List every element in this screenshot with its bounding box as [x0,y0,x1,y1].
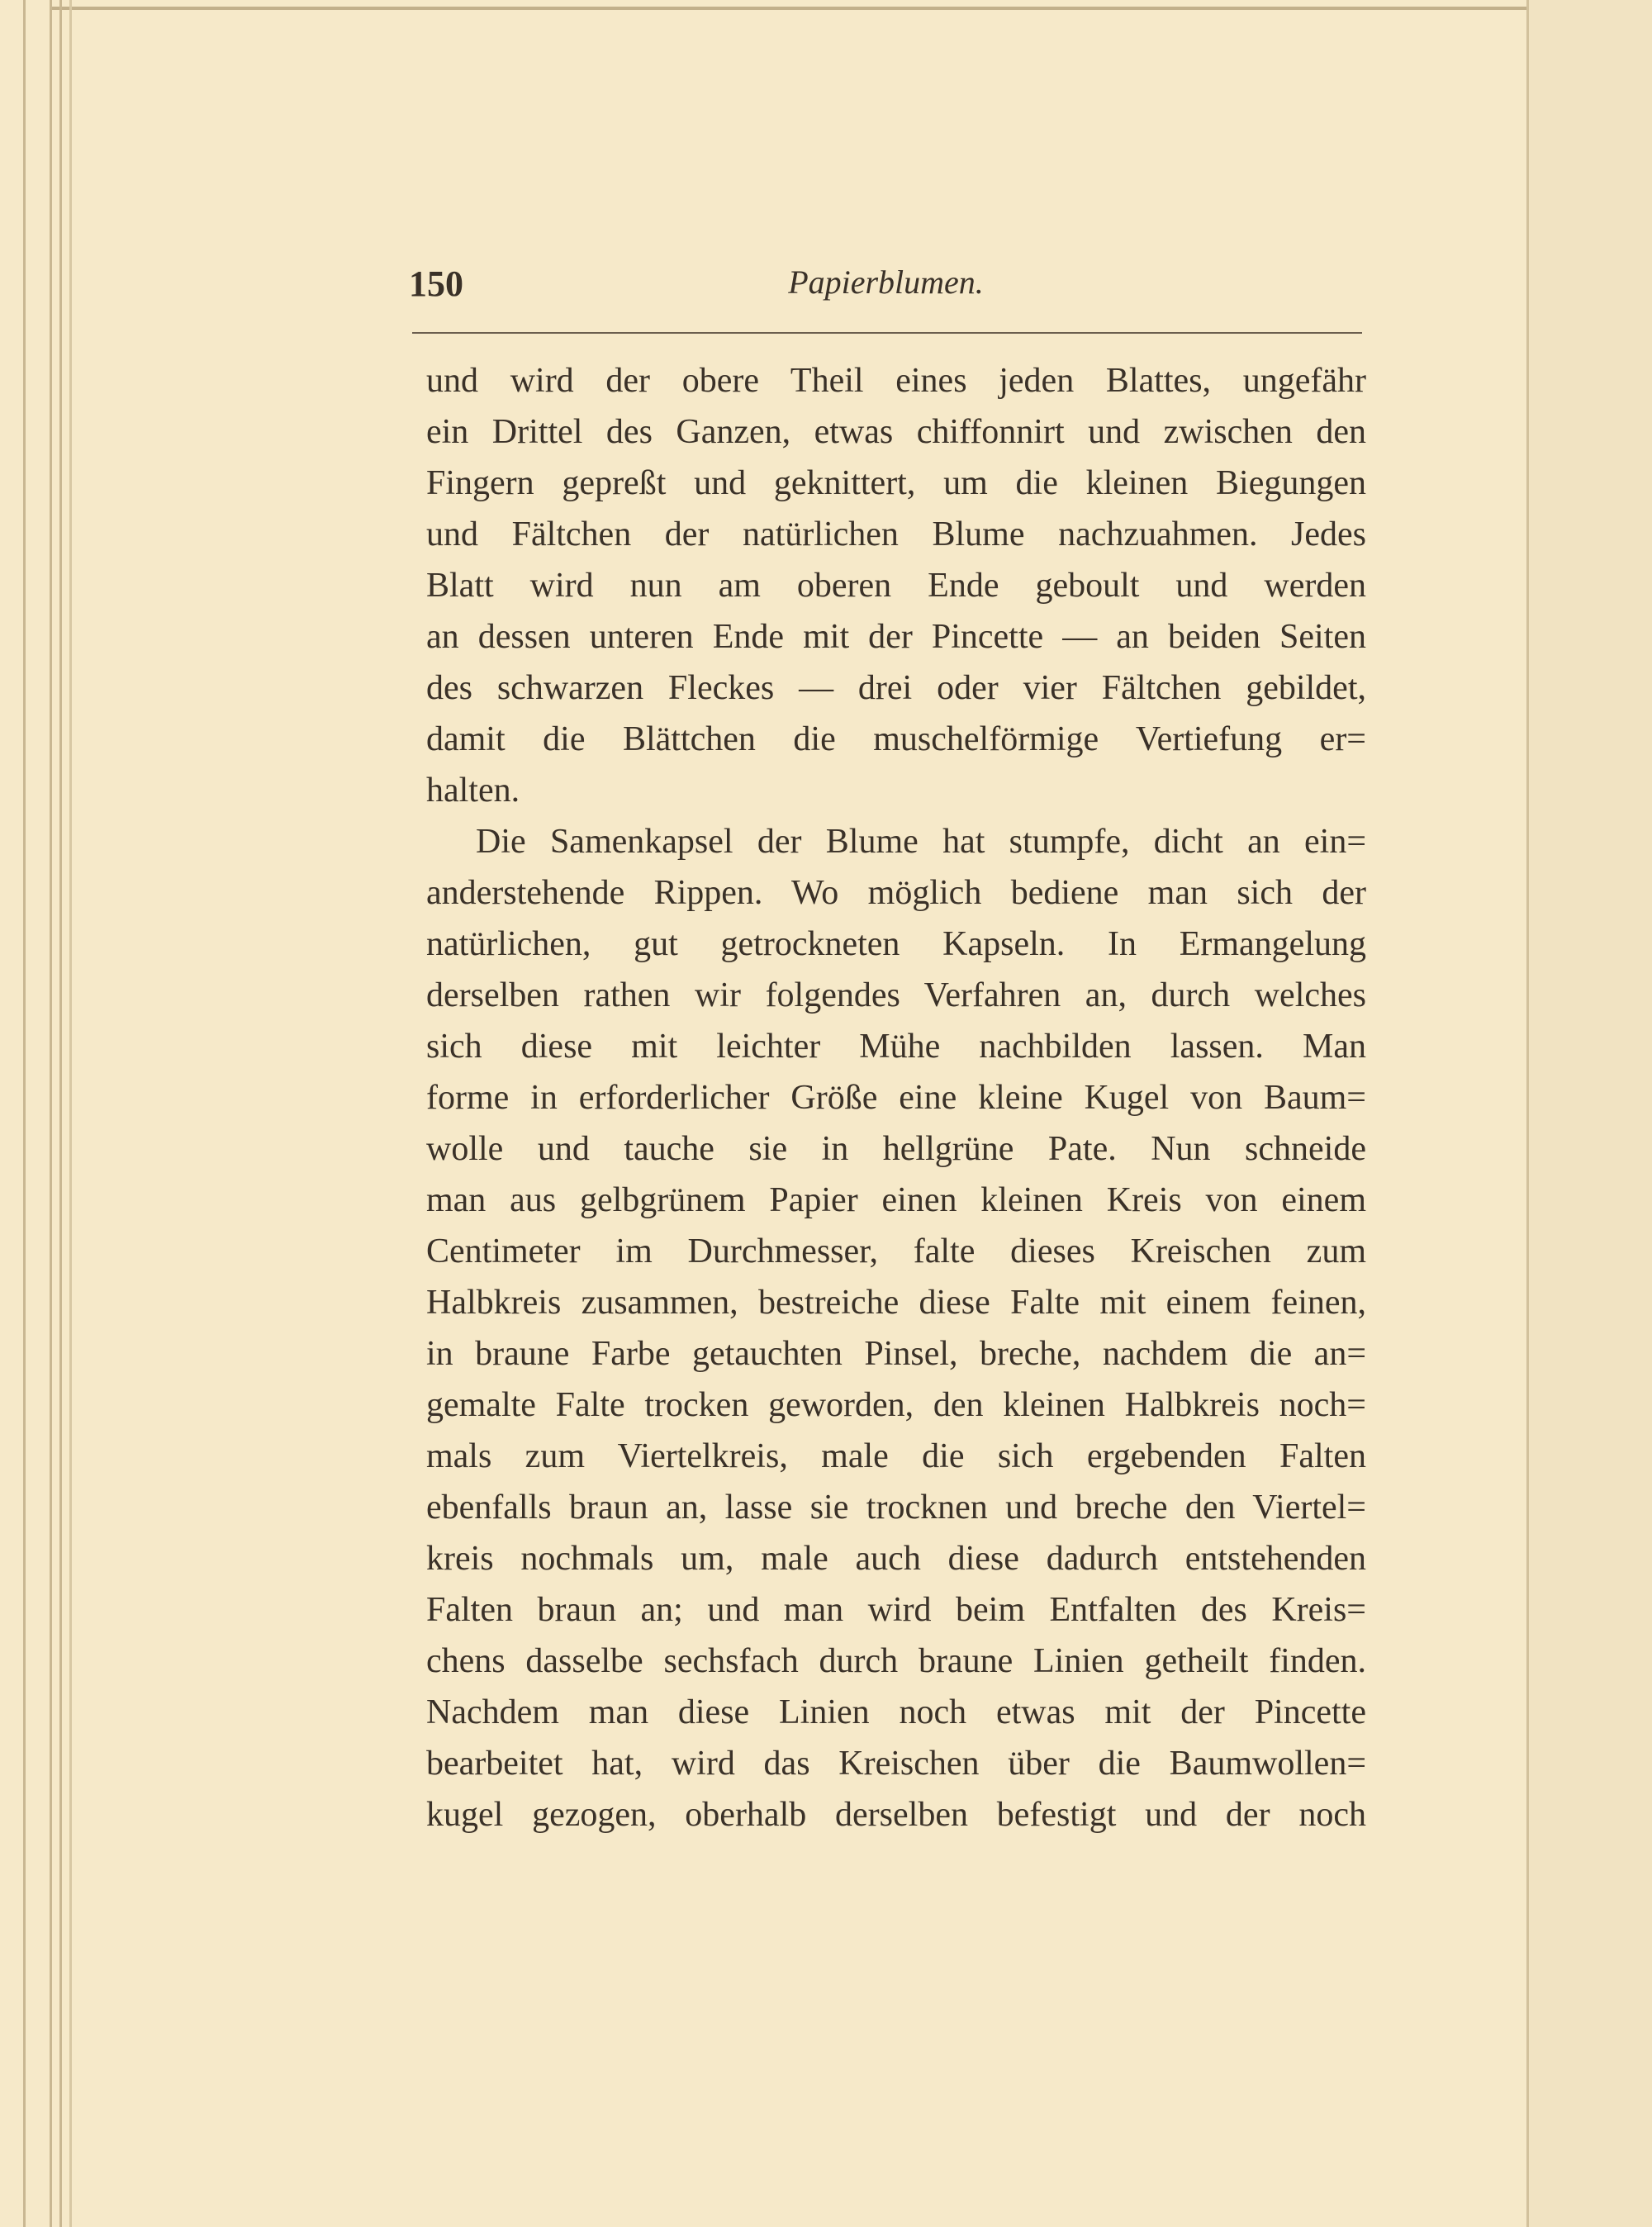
page-edge [59,0,62,2227]
text-line: und Fältchen der natürlichen Blume nachzuahmen. Jedes [426,515,1366,553]
text-line: Falten braun an; und man wird beim Entfalten des Kreis= [426,1591,1366,1629]
header-rule [412,332,1362,334]
text-line: Fingern gepreßt und geknittert, um die kleinen Biegungen [426,464,1366,502]
text-line: des schwarzen Fleckes — drei oder vier Fältchen gebildet, [426,669,1366,707]
page-edge [69,0,72,2227]
text-line: wolle und tauche sie in hellgrüne Pate. Nun schneide [426,1130,1366,1168]
text-line: Centimeter im Durchmesser, falte dieses Kreischen zum [426,1232,1366,1270]
page-number: 150 [409,264,463,304]
text-line: kugel gezogen, oberhalb derselben befestigt und der noch [426,1796,1366,1834]
page-edge [50,0,52,2227]
text-line: anderstehende Rippen. Wo möglich bediene man sich der [426,874,1366,912]
page-top-edge [50,7,1652,18]
text-line: chens dasselbe sechsfach durch braune Linien getheilt finden. [426,1642,1366,1680]
text-line: halten. [426,772,520,810]
text-line: gemalte Falte trocken geworden, den kleinen Halbkreis noch= [426,1386,1366,1424]
text-line: Die Samenkapsel der Blume hat stumpfe, dicht an ein= [476,823,1366,861]
text-line: forme in erforderlicher Größe eine kleine Kugel von Baum= [426,1079,1366,1117]
text-line: ebenfalls braun an, lasse sie trocknen und breche den Viertel= [426,1489,1366,1527]
body-text [426,355,1366,1840]
text-line: bearbeitet hat, wird das Kreischen über die Baumwollen= [426,1745,1366,1783]
text-line: ein Drittel des Ganzen, etwas chiffonnirt und zwischen den [426,413,1366,451]
text-line: damit die Blättchen die muschelförmige Vertiefung er= [426,720,1366,758]
text-line: und wird der obere Theil eines jeden Blattes, ungefähr [426,362,1366,400]
text-line: mals zum Viertelkreis, male die sich ergebenden Falten [426,1437,1366,1475]
running-head [409,263,1363,312]
text-line: man aus gelbgrünem Papier einen kleinen Kreis von einem [426,1181,1366,1219]
text-line: Halbkreis zusammen, bestreiche diese Falte mit einem feinen, [426,1284,1366,1322]
text-line: derselben rathen wir folgendes Verfahren an, durch welches [426,976,1366,1014]
running-title: Papierblumen. [788,264,984,301]
facing-page-edge [1526,0,1652,2227]
text-line: in braune Farbe getauchten Pinsel, breche, nachdem die an= [426,1335,1366,1373]
text-line: kreis nochmals um, male auch diese dadurch entstehenden [426,1540,1366,1578]
page-edge [23,0,26,2227]
text-line: Nachdem man diese Linien noch etwas mit der Pincette [426,1693,1366,1731]
text-line: natürlichen, gut getrockneten Kapseln. In Ermangelung [426,925,1366,963]
text-line: an dessen unteren Ende mit der Pincette — an beiden Seiten [426,618,1366,656]
text-line: sich diese mit leichter Mühe nachbilden lassen. Man [426,1028,1366,1066]
text-line: Blatt wird nun am oberen Ende geboult und werden [426,567,1366,605]
